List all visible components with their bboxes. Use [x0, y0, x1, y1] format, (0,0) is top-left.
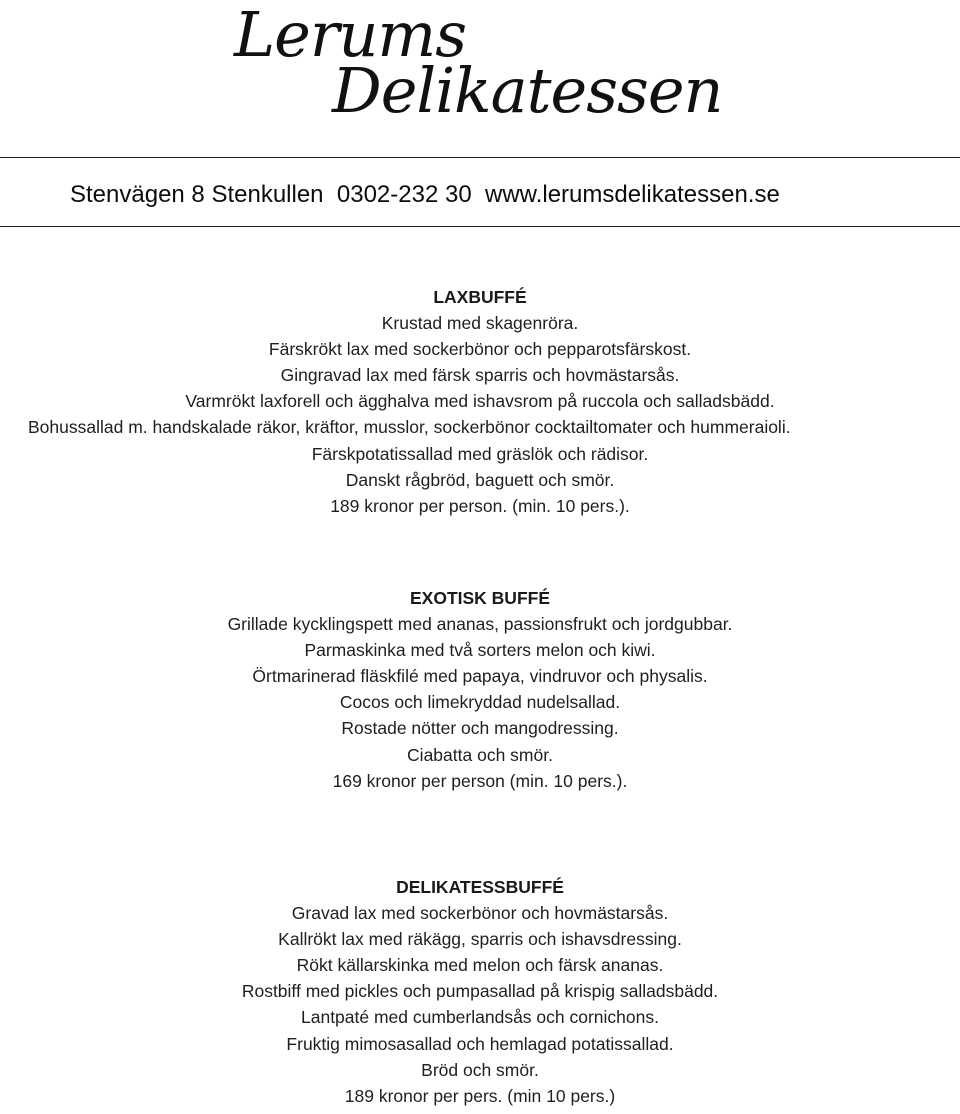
- menu-item: Cocos och limekryddad nudelsallad.: [339, 692, 621, 713]
- menu-item: Örtmarinerad fläskfilé med papaya, vindruvor och physalis.: [252, 666, 708, 687]
- menu-item: Rostade nötter och mangodressing.: [341, 718, 619, 739]
- section-heading: LAXBUFFÉ: [433, 287, 527, 307]
- menu-item: Ciabatta och smör.: [407, 744, 553, 765]
- menu-item: Färskrökt lax med sockerbönor och pepparotsfärskost.: [268, 339, 692, 360]
- top-divider: [0, 157, 960, 158]
- menu-item: Danskt rågbröd, baguett och smör.: [345, 469, 615, 490]
- menu-item: Varmrökt laxforell och ägghalva med ishavsrom på ruccola och salladsbädd.: [185, 391, 775, 412]
- phone: 0302-232 30: [336, 181, 472, 208]
- menu-item: Bröd och smör.: [421, 1059, 539, 1080]
- menu-item: Krustad med skagenröra.: [381, 313, 579, 334]
- logo-line-2: Delikatessen: [332, 54, 723, 127]
- menu-item: Parmaskinka med två sorters melon och kiwi.: [304, 640, 656, 661]
- menu-item: Bohussallad m. handskalade räkor, kräftor, musslor, sockerbönor cocktailtomater och hummeraioli.: [28, 417, 791, 438]
- laxbuffe-section: [0, 284, 960, 519]
- bottom-divider: [0, 226, 960, 227]
- price-line: 189 kronor per person. (min. 10 pers.).: [330, 495, 630, 516]
- section-heading: EXOTISK BUFFÉ: [409, 588, 550, 608]
- menu-item: Grillade kycklingspett med ananas, passionsfrukt och jordgubbar.: [227, 614, 733, 635]
- menu-item: Lantpaté med cumberlandsås och cornichons.: [301, 1007, 659, 1028]
- logo: [232, 0, 723, 130]
- price-line: 189 kronor per pers. (min 10 pers.): [344, 1085, 616, 1106]
- menu-item: Rökt källarskinka med melon och färsk ananas.: [296, 955, 664, 976]
- price-line: 169 kronor per person (min. 10 pers.).: [332, 770, 628, 791]
- contact-line: [70, 179, 930, 211]
- menu-item: Färskpotatissallad med gräslök och rädisor.: [311, 443, 649, 464]
- menu-item: Gravad lax med sockerbönor och hovmästarsås.: [291, 903, 669, 924]
- exotisk-buffe-section: [0, 585, 960, 794]
- website-link[interactable]: www.lerumsdelikatessen.se: [485, 181, 780, 208]
- menu-item: Rostbiff med pickles och pumpasallad på krispig salladsbädd.: [241, 981, 719, 1002]
- menu-item: Fruktig mimosasallad och hemlagad potatissallad.: [286, 1033, 674, 1054]
- section-heading: DELIKATESSBUFFÉ: [396, 877, 564, 897]
- address: Stenvägen 8 Stenkullen: [70, 181, 324, 208]
- delikatessbuffe-section: [0, 874, 960, 1109]
- menu-item: Gingravad lax med färsk sparris och hovmästarsås.: [280, 365, 680, 386]
- logo-line-1: Lerums: [234, 0, 467, 71]
- menu-item: Kallrökt lax med räkägg, sparris och ishavsdressing.: [278, 929, 682, 950]
